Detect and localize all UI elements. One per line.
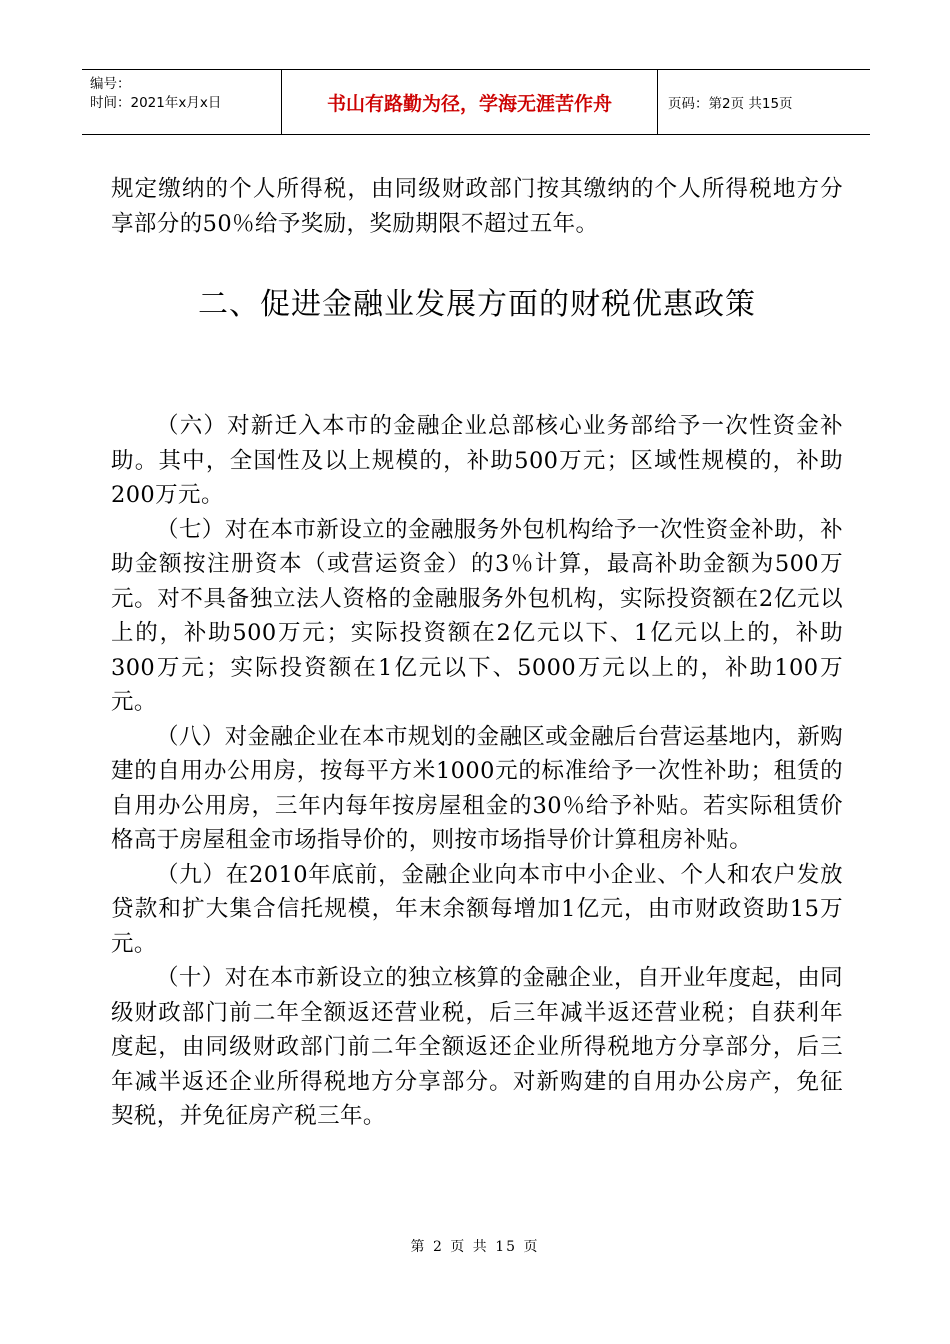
paragraph-10: （十）对在本市新设立的独立核算的金融企业，自开业年度起，由同级财政部门前二年全额返还营业税，后三年减半返还营业税；自获利年度起，由同级财政部门前二年全额返还企业所得税地方分享部分，后三年减半返还企业所得税地方分享部分。对新购建的自用办公房产，免征契税，并免征房产税三年。 bbox=[111, 965, 844, 1129]
header-motto: 书山有路勤为径，学海无涯苦作舟 bbox=[282, 70, 658, 134]
paragraph-8: （八）对金融企业在本市规划的金融区或金融后台营运基地内，新购建的自用办公用房，按每平方米1000元的标准给予一次性补助；租赁的自用办公用房，三年内每年按房屋租金的30％给予补贴。若实际租赁价格高于房屋租金市场指导价的，则按市场指导价计算租房补贴。 bbox=[111, 723, 844, 853]
document-body bbox=[111, 172, 843, 1134]
page-footer: 第 2 页 共 15 页 bbox=[410, 1239, 540, 1255]
section-title: 二、促进金融业发展方面的财税优惠政策 bbox=[198, 287, 756, 322]
header-meta bbox=[82, 70, 282, 134]
page-header bbox=[82, 69, 870, 135]
paragraph-6: （六）对新迁入本市的金融企业总部核心业务部给予一次性资金补助。其中，全国性及以上规模的，补助500万元；区域性规模的，补助200万元。 bbox=[111, 413, 843, 508]
paragraph-9: （九）在2010年底前，金融企业向本市中小企业、个人和农户发放贷款和扩大集合信托规模，年末余额每增加1亿元，由市财政资助15万元。 bbox=[111, 861, 843, 957]
number-label: 编号： bbox=[90, 76, 131, 92]
date-label: 时间：2021年x月x日 bbox=[90, 95, 222, 111]
header-page-info: 页码：第2页 共15页 bbox=[668, 96, 793, 112]
intro-paragraph: 规定缴纳的个人所得税，由同级财政部门按其缴纳的个人所得税地方分享部分的50％给予奖励，奖励期限不超过五年。 bbox=[111, 176, 843, 237]
paragraph-7: （七）对在本市新设立的金融服务外包机构给予一次性资金补助，补助金额按注册资本（或营运资金）的3％计算，最高补助金额为500万元。对不具备独立法人资格的金融服务外包机构，实际投资额在2亿元以上的，补助500万元；实际投资额在2亿元以下、1亿元以上的，补助300万元；实际投资额在1亿元以下、5000万元以上的，补助100万元。 bbox=[111, 516, 844, 715]
